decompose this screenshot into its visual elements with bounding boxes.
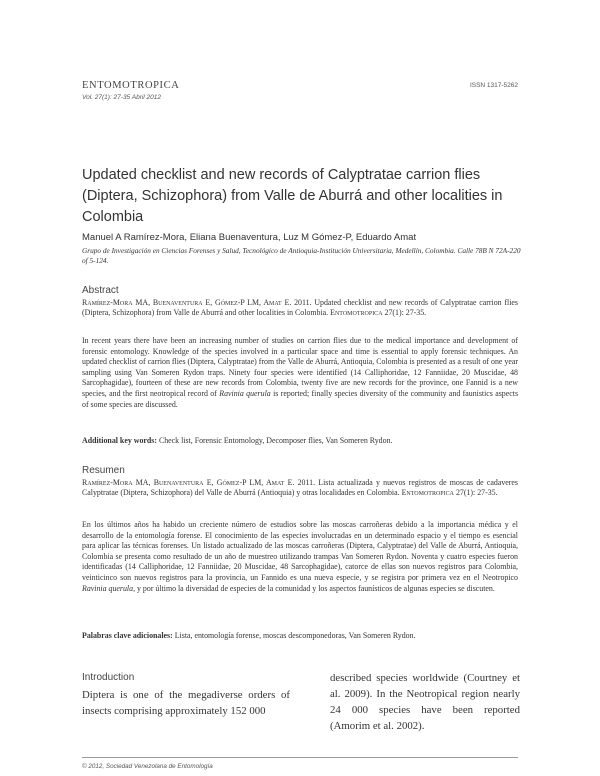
resumen-body bbox=[82, 520, 518, 594]
abstract-citation bbox=[82, 298, 518, 319]
abstract-citation-ref: 27(1): 27-35. bbox=[384, 308, 427, 318]
abstract-heading: Abstract bbox=[82, 285, 119, 296]
author-affiliation: Grupo de Investigación en Ciencias Forenses y Salud, Tecnológico de Antioquia-Institución Universitaria, Medellín, Colombia. Calle 78B N 72A-220 of 5-124. bbox=[82, 246, 521, 265]
resumen-body-text-2: , y por último la diversidad de especies de la comunidad y los aspectos faunísticos de algunas especies se discuten. bbox=[133, 583, 495, 593]
abstract-species-name: Ravinia querula bbox=[219, 388, 271, 398]
introduction-column-1: Diptera is one of the megadiverse orders of insects comprising approximately 152 000 bbox=[82, 689, 290, 717]
resumen-citation-ref: 27(1): 27-35. bbox=[455, 488, 498, 498]
article-authors: Manuel A Ramírez-Mora, Eliana Buenaventura, Luz M Gómez-P, Eduardo Amat bbox=[82, 232, 417, 243]
resumen-keywords-label: Palabras clave adicionales: bbox=[82, 631, 173, 640]
introduction-heading: Introduction bbox=[82, 672, 135, 683]
resumen-keywords-list: Lista, entomología forense, moscas descomponedoras, Van Someren Rydon. bbox=[174, 631, 416, 640]
introduction-column-2: described species worldwide (Courtney et al. 2009). In the Neotropical region nearly 24 000 species have been reported (Amorim et al. 2002). bbox=[330, 672, 520, 732]
abstract-citation-text: 2011. Updated checklist and new records of Calyptratae carrion flies (Diptera, Schizophora) from Valle de Aburrá and other localities in Colombia. bbox=[82, 298, 518, 318]
resumen-body-text-1: En los últimos años ha habido un creciente número de estudios sobre las moscas carroñeras debido a la importancia médica y el desarrollo de la entomología forense. El conocimiento de las especies involucradas en un determinado espacio y el tiempo es esencial para aplicar las técnicas forenses. Un listado actualizado de las moscas carroñeras (Diptera, Calyptratae) del Valle de Aburrá, Antioquia, Colombia se presenta como resultado de un año de muestreo utilizando trampas Van Someren Rydon. Noventa y cuatro especies fueron identificadas (14 Calliphoridae, 12 Fanniidae, 20 Muscidae, 48 Sarcophagidae), catorce de ellas son nuevos registros para Colombia, veinticinco son nuevos registros para la provincia, un Fannido es una nueva especie, y se registra por primera vez en el Neotropico bbox=[82, 520, 518, 582]
resumen-keywords bbox=[82, 631, 518, 642]
article-title: Updated checklist and new records of Calyptratae carrion flies (Diptera, Schizophora) from Valle de Aburrá and other localities in Colombia bbox=[82, 167, 503, 225]
volume-info: Vol. 27(1): 27-35 Abril 2012 bbox=[82, 94, 162, 101]
journal-name: ENTOMOTROPICA bbox=[82, 80, 180, 91]
abstract-keywords bbox=[82, 436, 518, 447]
resumen-citation bbox=[82, 478, 518, 499]
abstract-body-text-1: In recent years there have been an increasing number of studies on carrion flies due to the medical importance and development of forensic entomology. Knowledge of the species involved in a particular space and time is essential to apply forensic techniques. An updated checklist of carrion flies (Diptera, Calyptratae) from the Valle de Aburrá, Antioquia, Colombia is presented as a result of one year sampling using Van Someren Rydon traps. Ninety four species were identified (14 Calliphoridae, 12 Fanniidae, 20 Muscidae, 48 Sarcophagidae), fourteen of these are new records from Colombia, twenty five are new records for the province, one Fannid is a new species, and the first neotropical record of bbox=[82, 336, 518, 398]
footer-copyright: © 2012, Sociedad Venezolana de Entomología bbox=[82, 763, 213, 770]
abstract-citation-journal: Entomotropica bbox=[330, 308, 383, 318]
footer-rule bbox=[82, 757, 518, 758]
abstract-keywords-label: Additional key words: bbox=[82, 436, 157, 445]
resumen-heading: Resumen bbox=[82, 465, 125, 476]
abstract-citation-authors: Ramírez-Mora MA, Buenaventura E, Gómez-P LM, Amat E. bbox=[82, 298, 292, 307]
resumen-citation-text: 2011. Lista actualizada y nuevos registros de moscas de cadaveres Calyptratae (Diptera, Schizophora) del Valle de Aburrá (Antioquia) y otras localidades en Colombia. bbox=[82, 478, 519, 498]
resumen-citation-authors: Ramírez-Mora MA, Buenaventura E, Gómez-P LM, Amat E. bbox=[82, 478, 295, 487]
resumen-citation-journal: Entomotropica bbox=[401, 488, 454, 498]
abstract-keywords-list: Check list, Forensic Entomology, Decomposer flies, Van Someren Rydon. bbox=[158, 436, 393, 445]
abstract-body bbox=[82, 336, 518, 410]
resumen-species-name: Ravinia querula bbox=[82, 583, 134, 593]
abstract-body-text-2: is reported; finally species diversity of the community and faunistics aspects of some species are discussed. bbox=[82, 388, 519, 409]
issn-number: ISSN 1317-5262 bbox=[469, 82, 518, 89]
